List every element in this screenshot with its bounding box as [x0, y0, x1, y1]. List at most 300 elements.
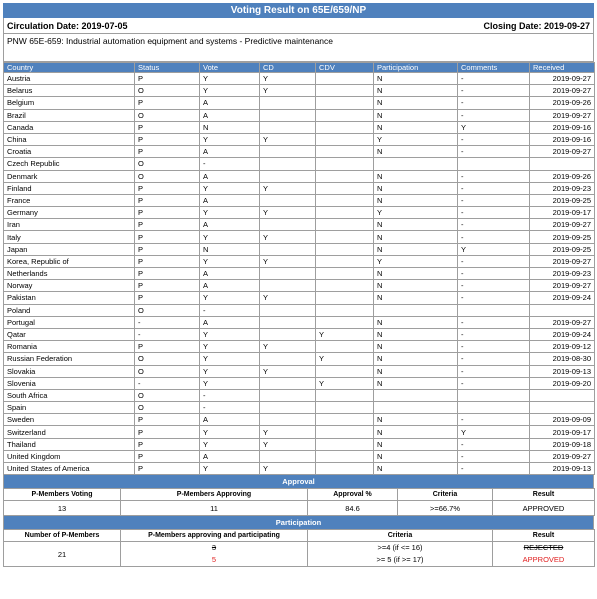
cd-cell — [260, 194, 316, 206]
participation-cell: N — [374, 231, 458, 243]
vote-table-body — [4, 73, 595, 475]
participation-cell: N — [374, 280, 458, 292]
participation-cell: N — [374, 194, 458, 206]
country-cell: Belarus — [4, 85, 135, 97]
column-header: Received — [530, 63, 595, 73]
participation-cell: N — [374, 146, 458, 158]
participation-cell: N — [374, 450, 458, 462]
date-row — [3, 18, 594, 34]
cdv-cell — [316, 207, 374, 219]
column-header: P-Members Approving — [121, 489, 308, 501]
column-header: P-Members approving and participating — [121, 530, 308, 542]
cdv-cell — [316, 146, 374, 158]
received-cell: 2019-09-24 — [530, 292, 595, 304]
cdv-cell — [316, 414, 374, 426]
cd-cell — [260, 219, 316, 231]
cdv-cell — [316, 243, 374, 255]
cdv-cell — [316, 463, 374, 475]
participation-cell: N — [374, 182, 458, 194]
received-cell: 2019-09-27 — [530, 316, 595, 328]
cd-cell: Y — [260, 292, 316, 304]
participation-values-row — [4, 542, 595, 567]
table-row — [4, 268, 595, 280]
country-cell: Netherlands — [4, 268, 135, 280]
cd-cell — [260, 170, 316, 182]
cdv-cell — [316, 182, 374, 194]
participation-cell: N — [374, 426, 458, 438]
table-row — [4, 182, 595, 194]
vote-cell: A — [200, 194, 260, 206]
comments-cell: Y — [458, 426, 530, 438]
country-cell: Croatia — [4, 146, 135, 158]
status-cell: O — [135, 353, 200, 365]
cdv-cell — [316, 280, 374, 292]
vote-cell: Y — [200, 255, 260, 267]
status-cell: P — [135, 121, 200, 133]
comments-cell: - — [458, 438, 530, 450]
cd-cell: Y — [260, 463, 316, 475]
table-row — [4, 255, 595, 267]
cd-cell — [260, 97, 316, 109]
table-row — [4, 85, 595, 97]
comments-cell: - — [458, 73, 530, 85]
participation-table — [3, 529, 595, 567]
column-header: Status — [135, 63, 200, 73]
approval-table — [3, 488, 595, 516]
vote-cell: Y — [200, 73, 260, 85]
participation-cell: N — [374, 316, 458, 328]
received-cell: 2019-09-26 — [530, 97, 595, 109]
status-cell: P — [135, 463, 200, 475]
status-cell: - — [135, 316, 200, 328]
table-row — [4, 133, 595, 145]
participation-cell — [374, 402, 458, 414]
country-cell: Brazil — [4, 109, 135, 121]
status-cell: P — [135, 450, 200, 462]
comments-cell: Y — [458, 121, 530, 133]
participation-cell: N — [374, 438, 458, 450]
participation-cell: N — [374, 73, 458, 85]
cdv-cell: Y — [316, 328, 374, 340]
document-title: Voting Result on 65E/659/NP — [3, 3, 594, 18]
comments-cell: - — [458, 97, 530, 109]
country-cell: Canada — [4, 121, 135, 133]
column-header: Result — [493, 489, 595, 501]
received-cell: 2019-09-24 — [530, 328, 595, 340]
column-header: Result — [493, 530, 595, 542]
table-row — [4, 243, 595, 255]
column-header: Country — [4, 63, 135, 73]
received-cell: 2019-09-12 — [530, 341, 595, 353]
comments-cell: - — [458, 316, 530, 328]
country-cell: Slovakia — [4, 365, 135, 377]
table-row — [4, 146, 595, 158]
country-cell: Romania — [4, 341, 135, 353]
received-cell: 2019-09-26 — [530, 170, 595, 182]
country-cell: Japan — [4, 243, 135, 255]
cdv-cell — [316, 231, 374, 243]
country-cell: Finland — [4, 182, 135, 194]
cd-cell — [260, 243, 316, 255]
comments-cell: - — [458, 353, 530, 365]
column-header: Participation — [374, 63, 458, 73]
status-cell: O — [135, 109, 200, 121]
cd-cell: Y — [260, 85, 316, 97]
vote-cell: Y — [200, 341, 260, 353]
cdv-cell — [316, 85, 374, 97]
comments-cell: - — [458, 414, 530, 426]
comments-cell — [458, 389, 530, 401]
column-header: Criteria — [308, 530, 493, 542]
cd-cell — [260, 268, 316, 280]
received-cell — [530, 158, 595, 170]
table-row — [4, 377, 595, 389]
vote-cell: A — [200, 109, 260, 121]
cd-cell: Y — [260, 255, 316, 267]
received-cell — [530, 304, 595, 316]
comments-cell: - — [458, 255, 530, 267]
table-row — [4, 304, 595, 316]
cdv-cell — [316, 365, 374, 377]
received-cell: 2019-09-16 — [530, 133, 595, 145]
table-row — [4, 328, 595, 340]
country-cell: France — [4, 194, 135, 206]
comments-cell — [458, 402, 530, 414]
status-cell: P — [135, 133, 200, 145]
status-cell: O — [135, 389, 200, 401]
status-cell: O — [135, 365, 200, 377]
comments-cell — [458, 304, 530, 316]
column-header: Criteria — [398, 489, 493, 501]
circulation-date: Circulation Date: 2019-07-05 — [7, 20, 128, 31]
comments-cell — [458, 158, 530, 170]
cd-cell — [260, 414, 316, 426]
cd-cell — [260, 402, 316, 414]
comments-cell: - — [458, 280, 530, 292]
received-cell: 2019-09-27 — [530, 280, 595, 292]
cdv-cell — [316, 450, 374, 462]
voting-result-document — [3, 3, 594, 567]
country-cell: Portugal — [4, 316, 135, 328]
participation-header-row — [4, 530, 595, 542]
cdv-cell — [316, 109, 374, 121]
comments-cell: - — [458, 219, 530, 231]
table-row — [4, 389, 595, 401]
vote-cell: Y — [200, 328, 260, 340]
status-cell: P — [135, 280, 200, 292]
cd-cell: Y — [260, 438, 316, 450]
cd-cell — [260, 121, 316, 133]
column-header: Comments — [458, 63, 530, 73]
cd-cell — [260, 389, 316, 401]
cd-cell — [260, 280, 316, 292]
table-row — [4, 365, 595, 377]
country-cell: Korea, Republic of — [4, 255, 135, 267]
table-row — [4, 207, 595, 219]
comments-cell: - — [458, 463, 530, 475]
vote-cell: - — [200, 389, 260, 401]
column-header: Number of P-Members — [4, 530, 121, 542]
participation-cell: Y — [374, 255, 458, 267]
vote-cell: - — [200, 158, 260, 170]
cd-cell: Y — [260, 426, 316, 438]
status-cell: P — [135, 146, 200, 158]
vote-table — [3, 62, 595, 475]
vote-cell: Y — [200, 207, 260, 219]
received-cell: 2019-09-25 — [530, 194, 595, 206]
cdv-cell — [316, 389, 374, 401]
participation-cell: N — [374, 353, 458, 365]
vote-cell: A — [200, 219, 260, 231]
received-cell: 2019-09-27 — [530, 255, 595, 267]
approval-section-title: Approval — [3, 475, 594, 488]
cdv-cell: Y — [316, 377, 374, 389]
column-header: Approval % — [308, 489, 398, 501]
table-row — [4, 414, 595, 426]
participation-cell: N — [374, 109, 458, 121]
cdv-cell — [316, 73, 374, 85]
cd-cell — [260, 328, 316, 340]
status-cell: P — [135, 231, 200, 243]
country-cell: Denmark — [4, 170, 135, 182]
cd-cell: Y — [260, 341, 316, 353]
status-cell: P — [135, 341, 200, 353]
column-header: P-Members Voting — [4, 489, 121, 501]
country-cell: Italy — [4, 231, 135, 243]
status-cell: P — [135, 268, 200, 280]
cdv-cell — [316, 97, 374, 109]
country-cell: United States of America — [4, 463, 135, 475]
vote-cell: Y — [200, 353, 260, 365]
country-cell: Pakistan — [4, 292, 135, 304]
comments-cell: - — [458, 146, 530, 158]
received-cell: 2019-09-27 — [530, 109, 595, 121]
vote-cell: Y — [200, 85, 260, 97]
country-cell: Spain — [4, 402, 135, 414]
cdv-cell — [316, 255, 374, 267]
status-cell: P — [135, 426, 200, 438]
received-cell: 2019-09-27 — [530, 85, 595, 97]
document-subject: PNW 65E-659: Industrial automation equipment and systems - Predictive maintenance — [3, 34, 594, 62]
vote-cell: A — [200, 170, 260, 182]
cdv-cell — [316, 158, 374, 170]
received-cell: 2019-09-27 — [530, 146, 595, 158]
status-cell: O — [135, 304, 200, 316]
comments-cell: - — [458, 207, 530, 219]
country-cell: Russian Federation — [4, 353, 135, 365]
comments-cell: - — [458, 231, 530, 243]
approval-header-row — [4, 489, 595, 501]
participation-cell: N — [374, 414, 458, 426]
vote-cell: N — [200, 243, 260, 255]
table-row — [4, 73, 595, 85]
status-cell: P — [135, 255, 200, 267]
closing-date: Closing Date: 2019-09-27 — [483, 20, 590, 31]
vote-cell: Y — [200, 365, 260, 377]
table-row — [4, 353, 595, 365]
p-members-approving: 11 — [121, 501, 308, 516]
received-cell: 2019-09-17 — [530, 207, 595, 219]
country-cell: Czech Republic — [4, 158, 135, 170]
vote-cell: Y — [200, 377, 260, 389]
status-cell: P — [135, 207, 200, 219]
table-row — [4, 341, 595, 353]
result-approved: APPROVED — [522, 555, 565, 565]
cdv-cell — [316, 438, 374, 450]
criteria-small-committee: >=4 (if <= 16) — [377, 543, 423, 553]
cdv-cell — [316, 426, 374, 438]
table-row — [4, 170, 595, 182]
number-of-p-members: 21 — [4, 542, 121, 567]
received-cell: 2019-09-13 — [530, 463, 595, 475]
cdv-cell — [316, 194, 374, 206]
p-members-voting: 13 — [4, 501, 121, 516]
approval-percent: 84.6 — [308, 501, 398, 516]
status-cell: - — [135, 377, 200, 389]
status-cell: O — [135, 402, 200, 414]
participation-cell: N — [374, 97, 458, 109]
participation-cell — [374, 389, 458, 401]
participation-cell: N — [374, 243, 458, 255]
received-cell — [530, 389, 595, 401]
table-row — [4, 280, 595, 292]
country-cell: Switzerland — [4, 426, 135, 438]
participation-cell: N — [374, 170, 458, 182]
participation-cell — [374, 304, 458, 316]
received-cell: 2019-09-25 — [530, 243, 595, 255]
status-cell: O — [135, 158, 200, 170]
table-row — [4, 426, 595, 438]
received-cell: 2019-09-23 — [530, 182, 595, 194]
received-cell: 2019-09-27 — [530, 73, 595, 85]
cd-cell — [260, 316, 316, 328]
table-row — [4, 316, 595, 328]
country-cell: Slovenia — [4, 377, 135, 389]
received-cell: 2019-09-20 — [530, 377, 595, 389]
country-cell: Poland — [4, 304, 135, 316]
vote-cell: - — [200, 304, 260, 316]
vote-cell: Y — [200, 231, 260, 243]
cd-cell — [260, 158, 316, 170]
comments-cell: - — [458, 170, 530, 182]
participation-cell: N — [374, 365, 458, 377]
vote-cell: A — [200, 97, 260, 109]
status-cell: P — [135, 414, 200, 426]
participation-cell: N — [374, 121, 458, 133]
table-row — [4, 158, 595, 170]
comments-cell: - — [458, 377, 530, 389]
participation-cell — [374, 158, 458, 170]
country-cell: Iran — [4, 219, 135, 231]
status-cell: P — [135, 73, 200, 85]
comments-cell: - — [458, 85, 530, 97]
received-cell — [530, 402, 595, 414]
table-row — [4, 194, 595, 206]
participation-result — [493, 542, 595, 567]
status-cell: P — [135, 243, 200, 255]
received-cell: 2019-09-23 — [530, 268, 595, 280]
approving-count: 5 — [211, 555, 217, 565]
received-cell: 2019-09-09 — [530, 414, 595, 426]
cdv-cell — [316, 316, 374, 328]
vote-cell: A — [200, 146, 260, 158]
approval-result: APPROVED — [493, 501, 595, 516]
comments-cell: - — [458, 328, 530, 340]
cdv-cell — [316, 292, 374, 304]
received-cell: 2019-09-16 — [530, 121, 595, 133]
vote-cell: N — [200, 121, 260, 133]
cdv-cell: Y — [316, 353, 374, 365]
vote-cell: A — [200, 450, 260, 462]
comments-cell: - — [458, 292, 530, 304]
cdv-cell — [316, 170, 374, 182]
country-cell: South Africa — [4, 389, 135, 401]
comments-cell: - — [458, 341, 530, 353]
participation-cell: N — [374, 292, 458, 304]
cd-cell: Y — [260, 73, 316, 85]
approval-values-row — [4, 501, 595, 516]
participation-cell: N — [374, 219, 458, 231]
participation-cell: N — [374, 463, 458, 475]
status-cell: P — [135, 438, 200, 450]
cdv-cell — [316, 133, 374, 145]
comments-cell: - — [458, 182, 530, 194]
country-cell: Qatar — [4, 328, 135, 340]
country-cell: Norway — [4, 280, 135, 292]
vote-cell: A — [200, 414, 260, 426]
table-row — [4, 109, 595, 121]
participation-cell: N — [374, 328, 458, 340]
cd-cell — [260, 304, 316, 316]
table-row — [4, 463, 595, 475]
participation-cell: N — [374, 268, 458, 280]
cdv-cell — [316, 219, 374, 231]
comments-cell: Y — [458, 243, 530, 255]
table-row — [4, 438, 595, 450]
approval-criteria: >=66.7% — [398, 501, 493, 516]
cd-cell — [260, 353, 316, 365]
country-cell: Belgium — [4, 97, 135, 109]
received-cell: 2019-09-18 — [530, 438, 595, 450]
vote-cell: Y — [200, 426, 260, 438]
received-cell: 2019-09-27 — [530, 219, 595, 231]
received-cell: 2019-08-30 — [530, 353, 595, 365]
country-cell: Sweden — [4, 414, 135, 426]
approving-count-struck: 3 — [211, 543, 217, 553]
table-row — [4, 292, 595, 304]
vote-cell: Y — [200, 438, 260, 450]
criteria-large-committee: >= 5 (if >= 17) — [376, 555, 424, 565]
participation-cell: N — [374, 377, 458, 389]
comments-cell: - — [458, 133, 530, 145]
table-row — [4, 402, 595, 414]
participation-criteria — [308, 542, 493, 567]
vote-cell: Y — [200, 463, 260, 475]
cd-cell — [260, 450, 316, 462]
vote-table-header — [4, 63, 595, 73]
received-cell: 2019-09-25 — [530, 231, 595, 243]
cdv-cell — [316, 402, 374, 414]
p-members-approving-participating — [121, 542, 308, 567]
cd-cell — [260, 146, 316, 158]
country-cell: Thailand — [4, 438, 135, 450]
cd-cell: Y — [260, 365, 316, 377]
comments-cell: - — [458, 450, 530, 462]
cdv-cell — [316, 268, 374, 280]
status-cell: O — [135, 170, 200, 182]
country-cell: China — [4, 133, 135, 145]
received-cell: 2019-09-17 — [530, 426, 595, 438]
